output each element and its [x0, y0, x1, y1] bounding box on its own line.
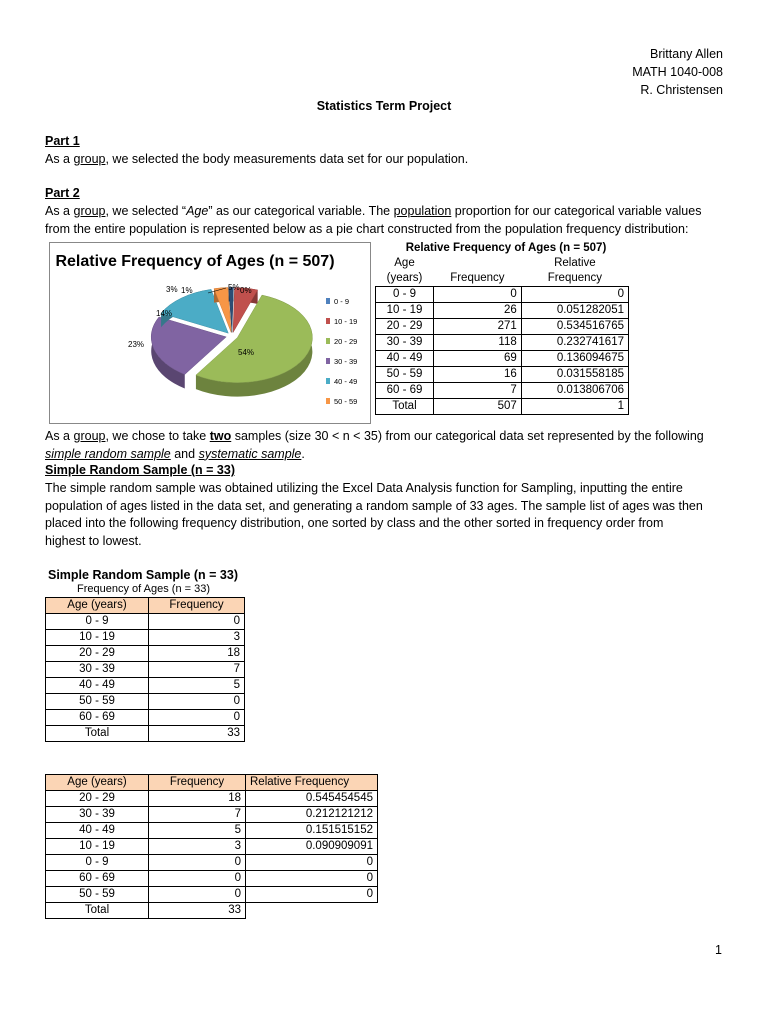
- population-cell: 30 - 39: [376, 335, 434, 351]
- legend-item: [326, 291, 370, 311]
- srs1-cell: 0 - 9: [46, 614, 149, 630]
- srs-heading: Simple Random Sample (n = 33): [45, 463, 235, 477]
- legend-label: 20 - 29: [334, 336, 358, 346]
- srs1-cell: 0: [149, 710, 245, 726]
- srs2-cell: 0: [246, 871, 378, 887]
- pie-slice-label: 3%: [166, 285, 178, 294]
- page-number: 1: [715, 943, 722, 957]
- population-cell: 0: [434, 287, 522, 303]
- srs2-cell: 0.151515152: [246, 823, 378, 839]
- population-table-block: [375, 241, 637, 415]
- legend-swatch: [326, 398, 330, 404]
- document-title: Statistics Term Project: [316, 99, 452, 113]
- srs2-cell: 18: [149, 791, 246, 807]
- srs2-cell: 10 - 19: [46, 839, 149, 855]
- legend-label: 0 - 9: [334, 296, 350, 306]
- part2-heading: Part 2: [45, 186, 80, 200]
- srs2-cell: 30 - 39: [46, 807, 149, 823]
- pie-slice-label: 23%: [128, 340, 145, 349]
- population-cell: 0 - 9: [376, 287, 434, 303]
- population-cell: 1: [521, 399, 628, 415]
- table-row: [46, 855, 378, 871]
- srs1-cell: 30 - 39: [46, 662, 149, 678]
- population-cell: 7: [434, 383, 522, 399]
- population-table: Age (years) Frequency Relative Frequency 0 - 9 0 0 10 - 19 26 0.051282051 20 - 29 271 0.534516765 30 - 39 118 0.232741617 40 - 49 69 0.136094675 50 - 59 16 0.031558185 60 - 69 7 0.013806706 Total 507 1: [375, 256, 629, 415]
- population-cell: 0: [521, 287, 628, 303]
- table-row: [46, 726, 245, 742]
- population-cell: 0.534516765: [521, 319, 628, 335]
- population-cell: 507: [434, 399, 522, 415]
- legend-swatch: [326, 338, 330, 344]
- srs1-cell: 33: [149, 726, 245, 742]
- pie-slice-label: 14%: [156, 309, 173, 318]
- part1-text: As a group, we selected the body measurements data set for our population.: [45, 152, 469, 166]
- legend-swatch: [326, 298, 330, 304]
- legend-item: [326, 351, 370, 371]
- table-row: [46, 678, 245, 694]
- table-row: [376, 399, 629, 415]
- srs2-cell: 0: [149, 887, 246, 903]
- srs2-cell: 0.090909091: [246, 839, 378, 855]
- srs1-cell: 20 - 29: [46, 646, 149, 662]
- srs2-cell: 3: [149, 839, 246, 855]
- srs-sorted-table: Age (years) Frequency Relative Frequency 20 - 29 18 0.545454545 30 - 39 7 0.212121212 40 - 49 5 0.151515152 10 - 19 3 0.090909091 0 - 9 0 0 60 - 69 0 0 50 - 59 0 0 Total 33: [45, 774, 378, 919]
- srs2-cell: 0.545454545: [246, 791, 378, 807]
- population-cell: 20 - 29: [376, 319, 434, 335]
- srs1-cell: 18: [149, 646, 245, 662]
- population-cell: 60 - 69: [376, 383, 434, 399]
- table-row: [46, 839, 378, 855]
- legend-label: 50 - 59: [334, 396, 358, 406]
- srs-description: The simple random sample was obtained utilizing the Excel Data Analysis function for Sampling, inputting the entire population of ages listed in the data set, and generating a random sample of 33 ages. The sample list of ages was then placed into the following frequency distribution, one sorted by class and the other sorted in frequency order from highest to lowest.: [45, 481, 703, 548]
- srs1-cell: 10 - 19: [46, 630, 149, 646]
- chart-title: Relative Frequency of Ages (n = 507): [55, 253, 335, 270]
- srs2-cell: 60 - 69: [46, 871, 149, 887]
- table-row: [376, 303, 629, 319]
- table-row: [46, 646, 245, 662]
- pie-slice-label: 54%: [238, 348, 255, 357]
- course-code: MATH 1040-008: [632, 65, 723, 79]
- legend-item: [326, 371, 370, 391]
- srs1-cell: 50 - 59: [46, 694, 149, 710]
- population-cell: 50 - 59: [376, 367, 434, 383]
- author-name: Brittany Allen: [650, 47, 723, 61]
- population-cell: 0.232741617: [521, 335, 628, 351]
- population-cell: Total: [376, 399, 434, 415]
- srs2-cell: 0: [246, 855, 378, 871]
- srs2-cell: 0 - 9: [46, 855, 149, 871]
- legend-item: [326, 311, 370, 331]
- srs2-cell: 50 - 59: [46, 887, 149, 903]
- pie-chart: [49, 242, 371, 424]
- table-row: [46, 662, 245, 678]
- srs1-cell: 3: [149, 630, 245, 646]
- srs1-cell: 0: [149, 614, 245, 630]
- table-row: [46, 614, 245, 630]
- srs2-cell: 7: [149, 807, 246, 823]
- srs2-cell: 0.212121212: [246, 807, 378, 823]
- population-cell: 271: [434, 319, 522, 335]
- srs1-cell: 60 - 69: [46, 710, 149, 726]
- srs1-cell: 40 - 49: [46, 678, 149, 694]
- table-row: [46, 630, 245, 646]
- part1-heading: Part 1: [45, 134, 80, 148]
- legend-label: 10 - 19: [334, 316, 358, 326]
- table-row: [46, 887, 378, 903]
- population-cell: 0.013806706: [521, 383, 628, 399]
- srs1-cell: 5: [149, 678, 245, 694]
- srs1-cell: 7: [149, 662, 245, 678]
- table-row: [46, 694, 245, 710]
- legend-item: [326, 331, 370, 351]
- legend-label: 40 - 49: [334, 376, 358, 386]
- srs2-cell: 0: [149, 855, 246, 871]
- legend-swatch: [326, 358, 330, 364]
- table-row: [46, 823, 378, 839]
- population-cell: 69: [434, 351, 522, 367]
- srs-table1-caption: Frequency of Ages (n = 33): [77, 583, 210, 595]
- table-row: [376, 383, 629, 399]
- legend-item: [326, 391, 370, 411]
- srs1-cell: Total: [46, 726, 149, 742]
- srs2-cell: 20 - 29: [46, 791, 149, 807]
- srs2-cell: 5: [149, 823, 246, 839]
- legend-swatch: [326, 378, 330, 384]
- srs-frequency-table: Age (years) Frequency 0 - 9 0 10 - 19 3 20 - 29 18 30 - 39 7 40 - 49 5 50 - 59 0 60 - 69 0 Total 33: [45, 597, 245, 742]
- part2-intro: As a group, we selected “Age” as our categorical variable. The population proportion for our categorical variable values from the entire population is represented below as a pie chart constructed from the population frequency distribution:: [45, 204, 702, 236]
- population-cell: 10 - 19: [376, 303, 434, 319]
- pie-svg: [50, 243, 320, 423]
- table-row: [376, 319, 629, 335]
- srs-table1-heading: Simple Random Sample (n = 33): [48, 568, 238, 582]
- chart-legend: [326, 291, 370, 411]
- population-cell: 118: [434, 335, 522, 351]
- srs1-cell: 0: [149, 694, 245, 710]
- population-cell: 16: [434, 367, 522, 383]
- srs2-cell: 0: [149, 871, 246, 887]
- table-row: [376, 335, 629, 351]
- population-cell: 0.031558185: [521, 367, 628, 383]
- srs-table2-block: [45, 774, 378, 919]
- table-row: [46, 807, 378, 823]
- population-cell: 40 - 49: [376, 351, 434, 367]
- legend-label: 30 - 39: [334, 356, 358, 366]
- table-row: [46, 710, 245, 726]
- srs-table1-block: [45, 568, 255, 742]
- population-cell: 26: [434, 303, 522, 319]
- pie-slice-label: 1%: [181, 286, 193, 295]
- legend-swatch: [326, 318, 330, 324]
- table-row: [376, 351, 629, 367]
- instructor-name: R. Christensen: [640, 83, 723, 97]
- population-cell: 0.051282051: [521, 303, 628, 319]
- population-cell: 0.136094675: [521, 351, 628, 367]
- pie-slice-label: 0%: [240, 286, 252, 295]
- samples-text: As a group, we chose to take two samples (size 30 < n < 35) from our categorical data set represented by the following simple random sample and systematic sample.: [45, 429, 704, 461]
- srs2-cell: 0: [246, 887, 378, 903]
- table-row: [376, 287, 629, 303]
- population-table-caption: Relative Frequency of Ages (n = 507): [405, 242, 607, 254]
- table-row: [46, 791, 378, 807]
- pie-slice-label: 5%: [228, 283, 240, 292]
- table-row: [376, 367, 629, 383]
- srs2-cell: 40 - 49: [46, 823, 149, 839]
- table-row: [46, 871, 378, 887]
